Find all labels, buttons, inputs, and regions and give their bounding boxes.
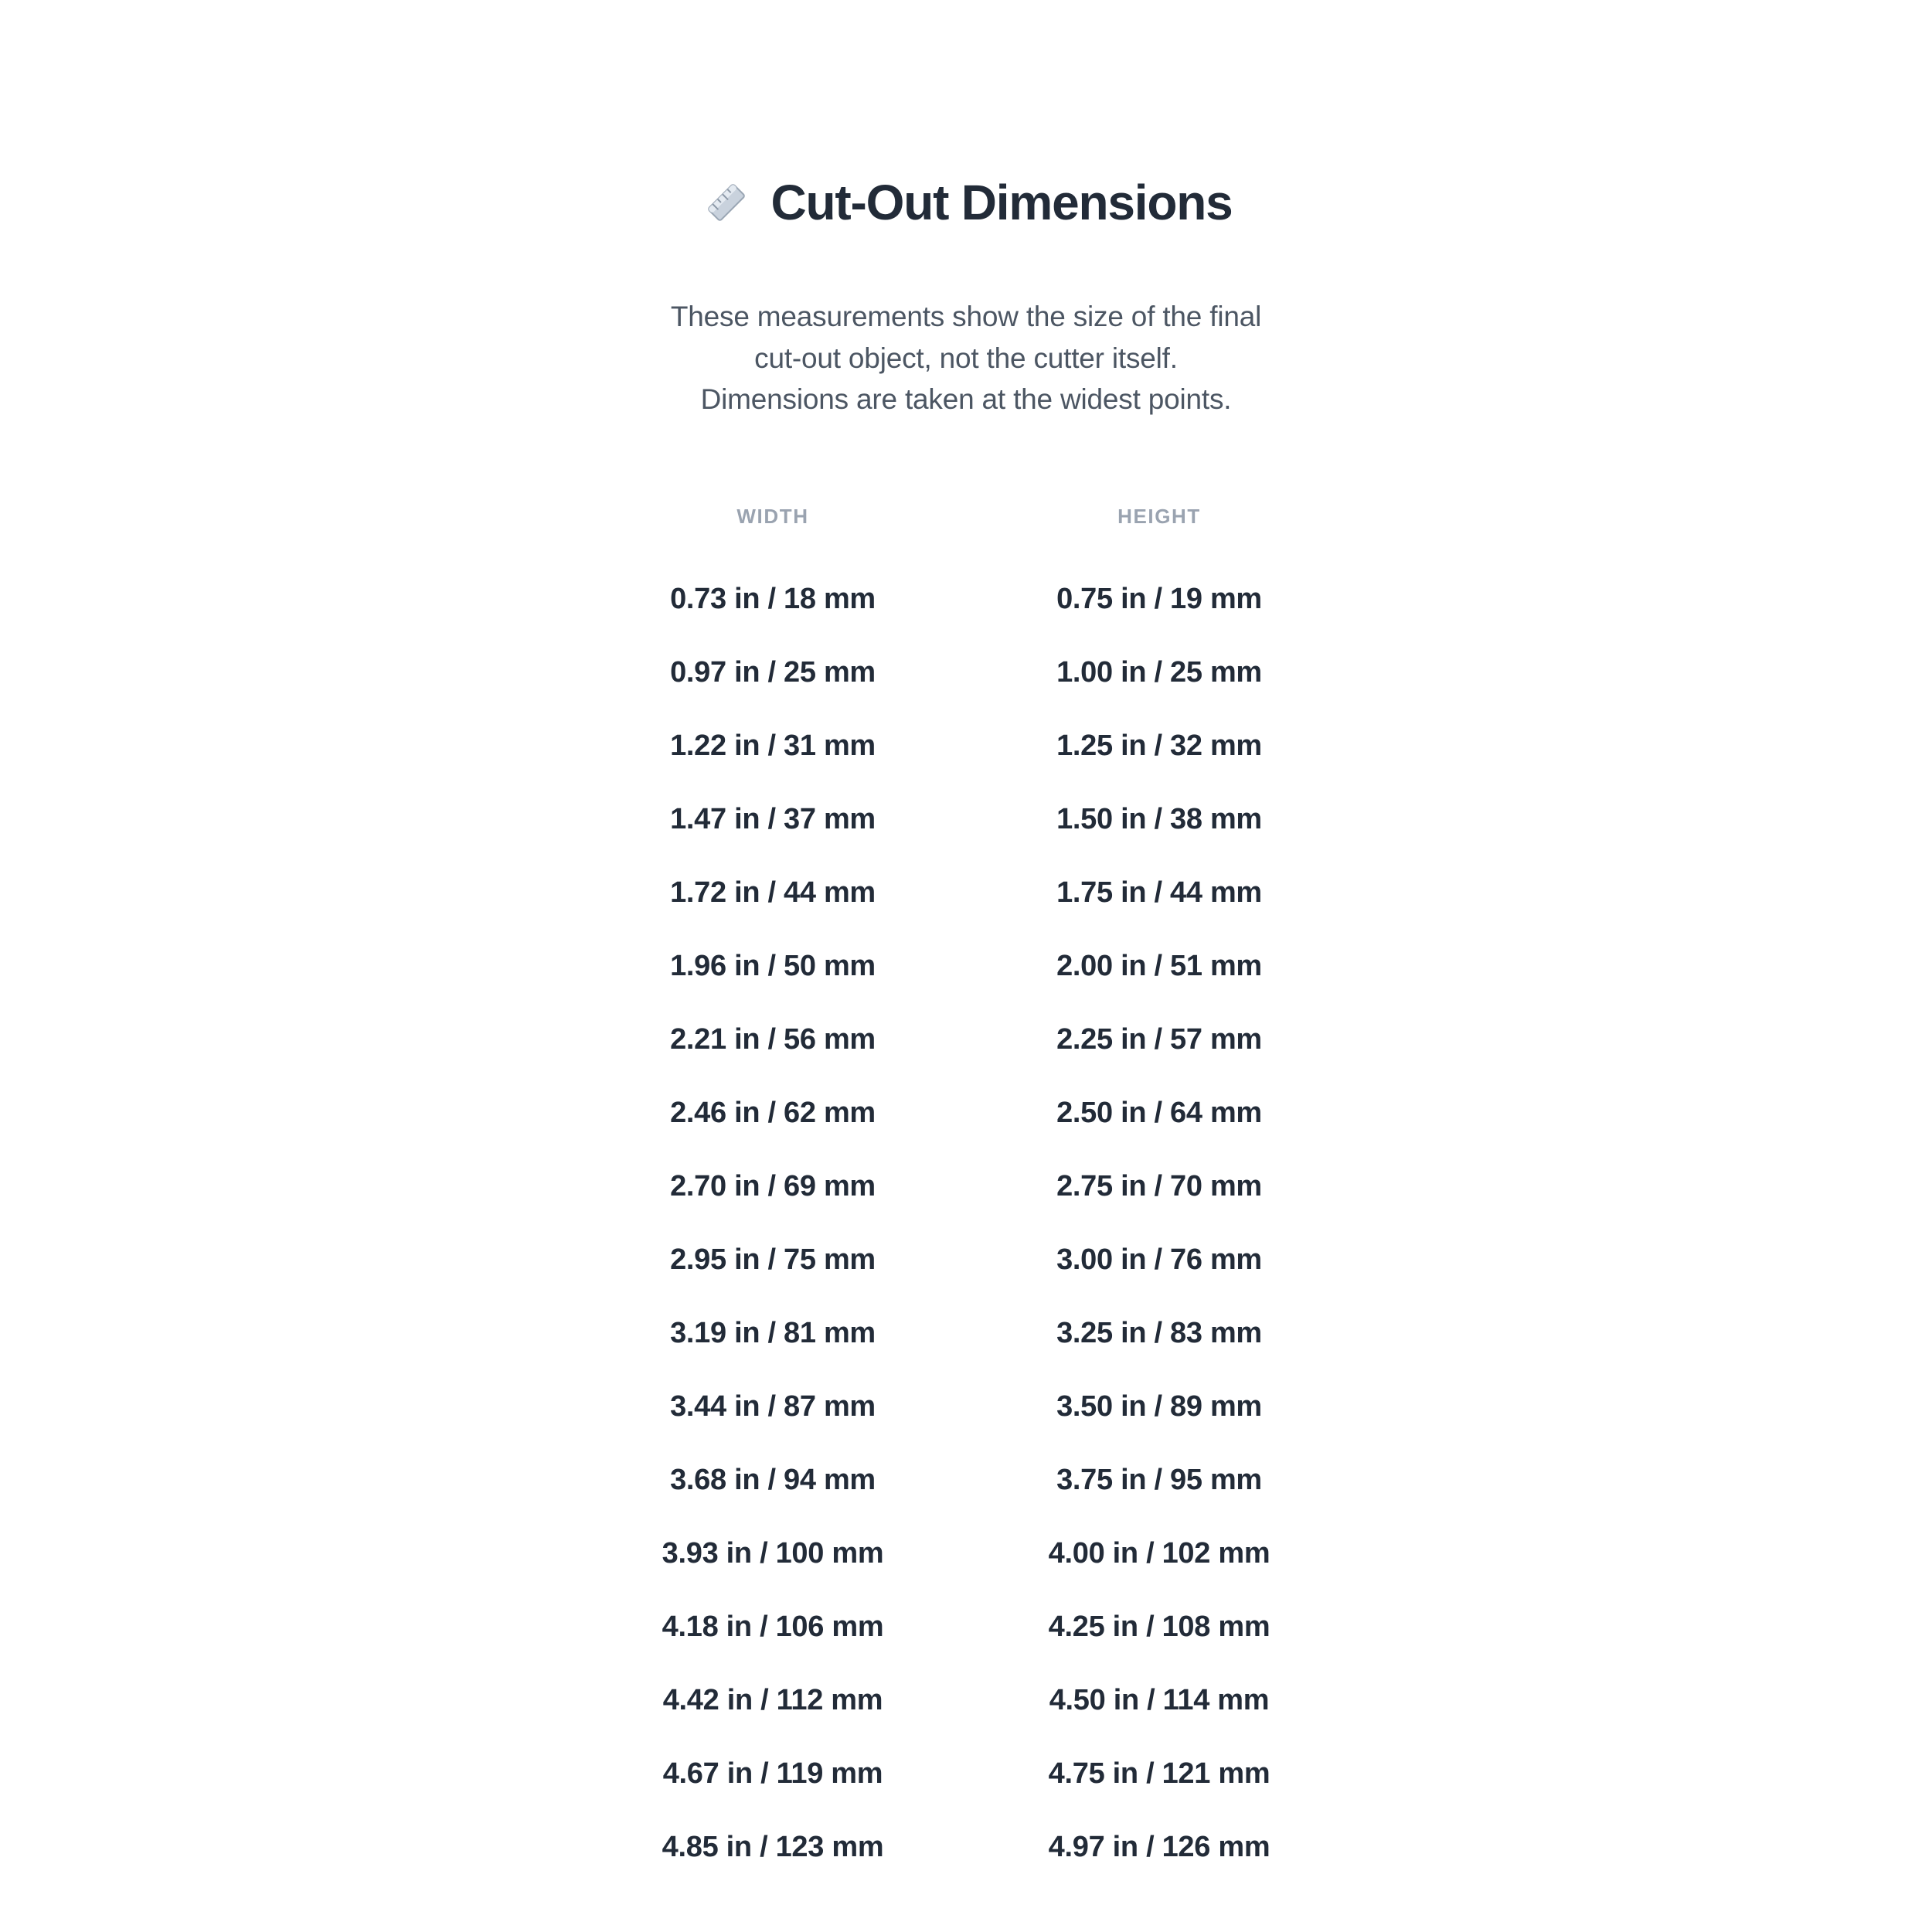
cell-height: 2.25 in / 57 mm — [1056, 1022, 1262, 1056]
cell-width: 1.47 in / 37 mm — [670, 802, 876, 835]
table-row — [580, 1077, 1352, 1150]
table-head — [580, 504, 1352, 563]
table-row — [580, 1811, 1352, 1884]
cell-width: 2.21 in / 56 mm — [670, 1022, 876, 1056]
cell-width: 1.96 in / 50 mm — [670, 949, 876, 982]
table-row — [580, 636, 1352, 709]
table-row — [580, 1150, 1352, 1223]
cell-width: 2.70 in / 69 mm — [670, 1169, 876, 1202]
subtitle-line-3: Dimensions are taken at the widest points. — [700, 383, 1232, 416]
cell-height: 4.97 in / 126 mm — [1048, 1830, 1270, 1863]
cell-height: 1.00 in / 25 mm — [1056, 655, 1262, 689]
table-row — [580, 1444, 1352, 1517]
cell-width: 3.44 in / 87 mm — [670, 1389, 876, 1423]
cell-width: 3.68 in / 94 mm — [670, 1463, 876, 1496]
cell-height: 2.50 in / 64 mm — [1056, 1096, 1262, 1129]
table-header-row — [580, 504, 1352, 563]
table-row — [580, 783, 1352, 856]
cell-width: 1.22 in / 31 mm — [670, 729, 876, 762]
table-row — [580, 1737, 1352, 1811]
cell-height: 1.50 in / 38 mm — [1056, 802, 1262, 835]
ruler-icon — [699, 175, 753, 230]
table-body — [580, 563, 1352, 1884]
cell-width: 1.72 in / 44 mm — [670, 876, 876, 909]
column-header-width: WIDTH — [736, 504, 809, 528]
cell-width: 4.18 in / 106 mm — [662, 1610, 884, 1643]
page-header — [699, 144, 1232, 262]
cell-height: 3.25 in / 83 mm — [1056, 1316, 1262, 1349]
cell-width: 0.97 in / 25 mm — [670, 655, 876, 689]
page-title: Cut-Out Dimensions — [770, 174, 1233, 230]
table-row — [580, 1370, 1352, 1444]
table-row — [580, 1664, 1352, 1737]
subtitle-line-1: These measurements show the size of the final — [670, 300, 1262, 332]
table-row — [580, 1590, 1352, 1664]
page-subtitle — [671, 296, 1261, 420]
cell-height: 2.00 in / 51 mm — [1056, 949, 1262, 982]
cell-width: 2.95 in / 75 mm — [670, 1243, 876, 1276]
cell-height: 4.50 in / 114 mm — [1049, 1683, 1270, 1716]
cell-width: 0.73 in / 18 mm — [670, 582, 876, 615]
table-row — [580, 709, 1352, 783]
cell-height: 1.75 in / 44 mm — [1056, 876, 1262, 909]
cell-width: 4.67 in / 119 mm — [662, 1757, 883, 1790]
table-row — [580, 930, 1352, 1003]
table-row — [580, 1297, 1352, 1370]
table-row — [580, 1003, 1352, 1077]
cell-width: 4.42 in / 112 mm — [662, 1683, 883, 1716]
cell-width: 3.19 in / 81 mm — [670, 1316, 876, 1349]
cell-height: 4.75 in / 121 mm — [1048, 1757, 1270, 1790]
cell-width: 3.93 in / 100 mm — [662, 1536, 884, 1570]
cell-height: 4.25 in / 108 mm — [1048, 1610, 1270, 1643]
table-row — [580, 1517, 1352, 1590]
table-row — [580, 1223, 1352, 1297]
cell-height: 2.75 in / 70 mm — [1056, 1169, 1262, 1202]
cell-height: 3.50 in / 89 mm — [1056, 1389, 1262, 1423]
table-row — [580, 563, 1352, 636]
cell-height: 4.00 in / 102 mm — [1048, 1536, 1270, 1570]
cell-width: 2.46 in / 62 mm — [670, 1096, 876, 1129]
table-row — [580, 856, 1352, 930]
cell-width: 4.85 in / 123 mm — [662, 1830, 884, 1863]
cell-height: 3.00 in / 76 mm — [1056, 1243, 1262, 1276]
cell-height: 3.75 in / 95 mm — [1056, 1463, 1262, 1496]
subtitle-line-2: cut-out object, not the cutter itself. — [754, 342, 1178, 374]
dimensions-table-wrapper — [580, 504, 1352, 1884]
cell-height: 0.75 in / 19 mm — [1056, 582, 1262, 615]
dimensions-table — [580, 504, 1352, 1884]
cell-height: 1.25 in / 32 mm — [1056, 729, 1262, 762]
column-header-height: HEIGHT — [1117, 504, 1201, 528]
